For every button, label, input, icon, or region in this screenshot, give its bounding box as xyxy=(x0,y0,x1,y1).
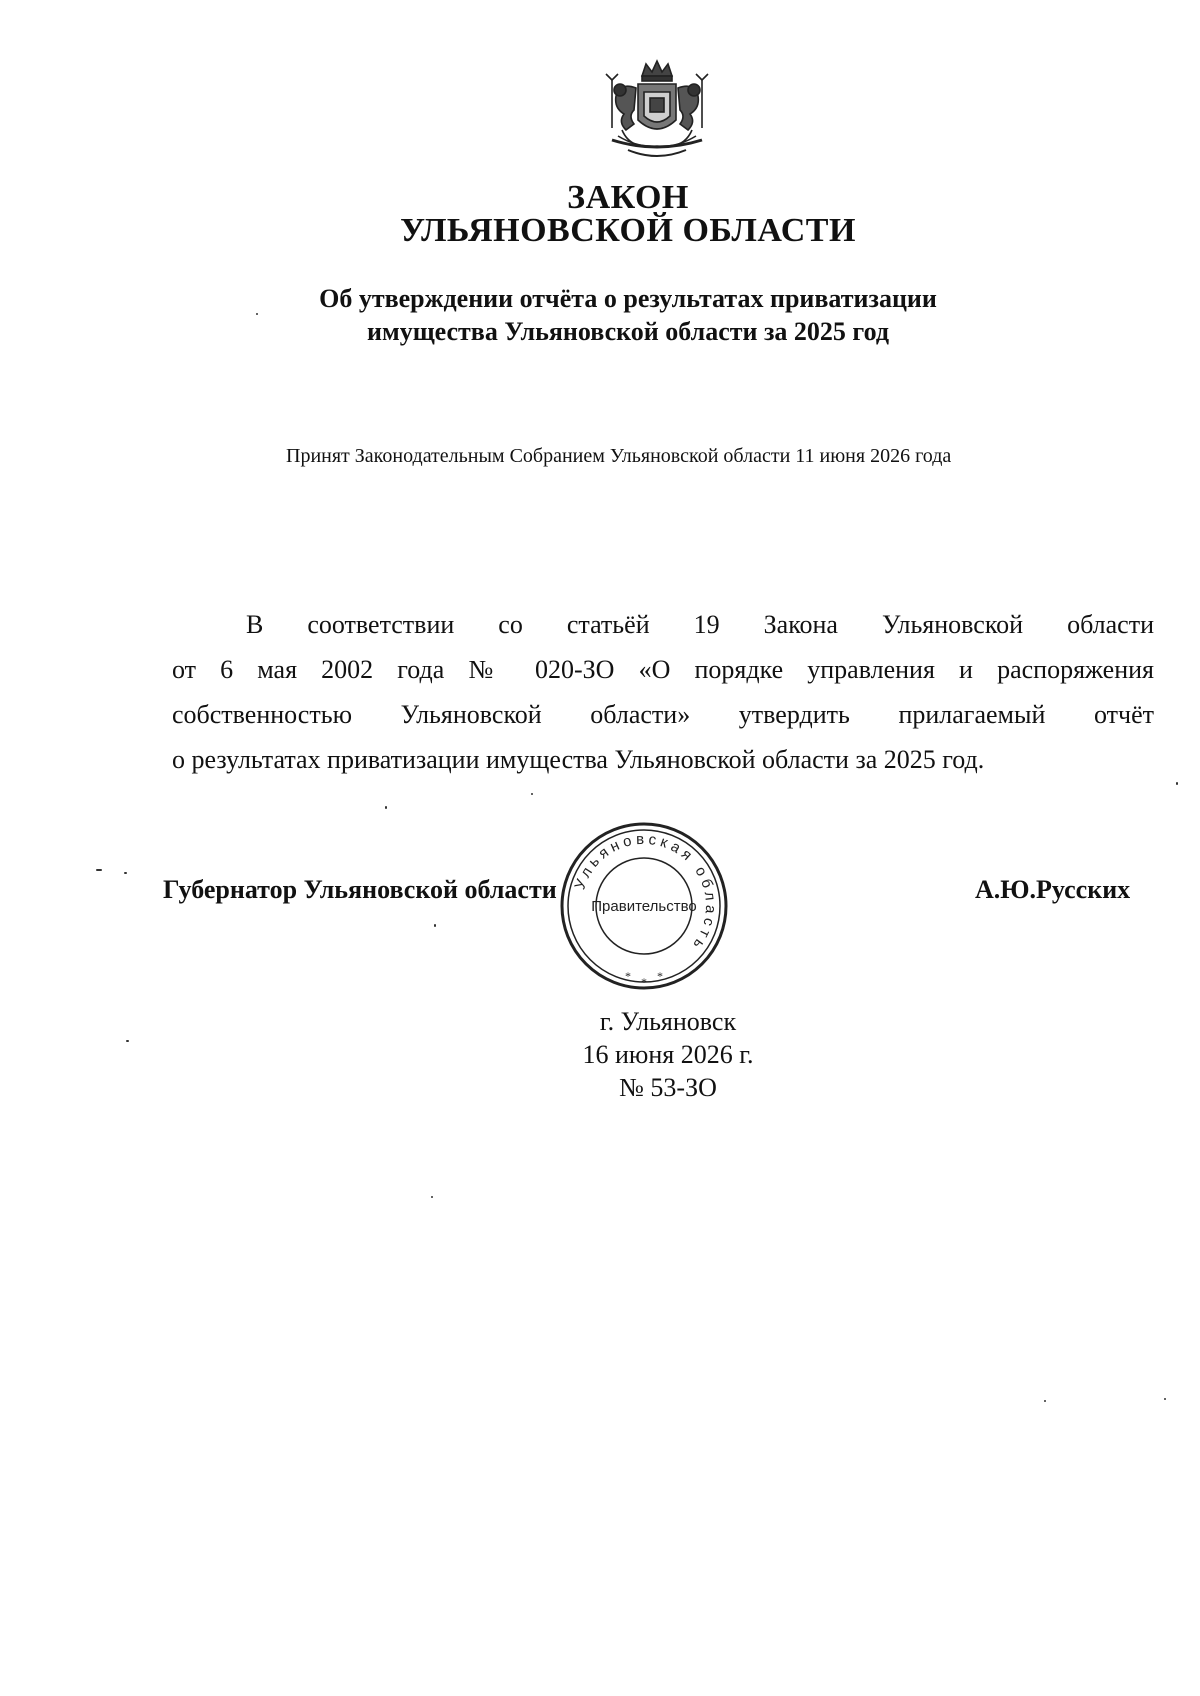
coat-of-arms-emblem xyxy=(598,58,716,162)
law-subject-line1: Об утверждении отчёта о результатах приватизации xyxy=(319,284,937,313)
svg-text:*: * xyxy=(641,975,647,989)
official-seal-stamp xyxy=(558,820,730,992)
signing-date: 16 июня 2026 г. xyxy=(582,1040,754,1069)
signer-name: А.Ю.Русских xyxy=(975,875,1131,904)
body-paragraph-line: от 6 мая 2002 года № 020-ЗО «О порядке управления и распоряжения xyxy=(172,655,1154,684)
scan-speck xyxy=(434,924,436,927)
adoption-note: Принят Законодательным Собранием Ульяновской области 11 июня 2026 года xyxy=(286,445,952,467)
scan-speck xyxy=(431,1196,433,1198)
scan-speck xyxy=(1044,1400,1046,1402)
scan-speck xyxy=(256,313,258,315)
scan-speck xyxy=(124,872,127,874)
seal-center-text: Правительство xyxy=(591,898,697,915)
signature-position: Губернатор Ульяновской области xyxy=(163,875,557,904)
law-title-line1: ЗАКОН xyxy=(567,179,689,216)
body-paragraph-line: о результатах приватизации имущества Ульяновской области за 2025 год. xyxy=(172,745,985,774)
law-title-line2: УЛЬЯНОВСКОЙ ОБЛАСТИ xyxy=(400,212,856,249)
scan-speck xyxy=(1164,1398,1166,1400)
seal-ring-text: Ульяновская область xyxy=(571,830,720,956)
scan-speck xyxy=(385,806,387,809)
scan-speck xyxy=(531,793,533,795)
law-subject-line2: имущества Ульяновской области за 2025 год xyxy=(367,317,889,346)
body-paragraph-line: В соответствии со статьёй 19 Закона Ульяновской области xyxy=(246,610,1154,639)
place-of-signing: г. Ульяновск xyxy=(599,1007,737,1036)
scan-speck xyxy=(96,869,102,871)
scan-speck xyxy=(126,1040,129,1042)
law-number: № 53-ЗО xyxy=(619,1073,717,1102)
svg-text:*: * xyxy=(657,969,663,983)
svg-text:*: * xyxy=(625,969,631,983)
body-paragraph-line: собственностью Ульяновской области» утвердить прилагаемый отчёт xyxy=(172,700,1154,729)
scan-speck xyxy=(1176,782,1178,785)
